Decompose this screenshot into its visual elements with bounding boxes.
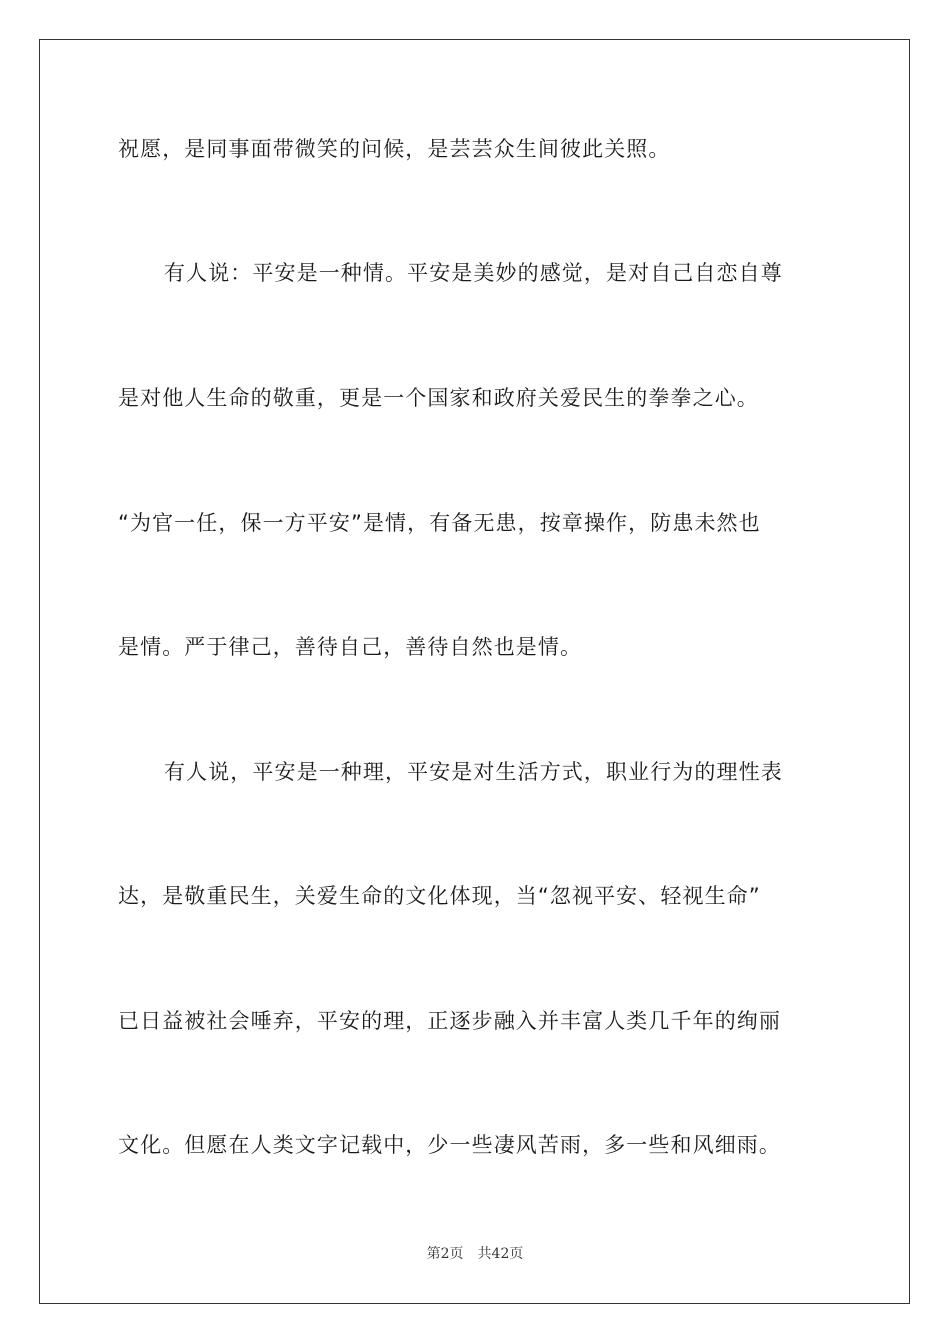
text-line: 已日益被社会唾弃，平安的理，正逐步融入并丰富人类几千年的绚丽 — [118, 1009, 781, 1033]
text-line: 达，是敬重民生，关爱生命的文化体现，当“忽视平安、轻视生命” — [118, 884, 761, 908]
text-line: “为官一任，保一方平安”是情，有备无患，按章操作，防患未然也 — [118, 511, 761, 535]
text-line: 是对他人生命的敬重，更是一个国家和政府关爱民生的拳拳之心。 — [118, 386, 759, 410]
page-number: 第2页 — [426, 1246, 464, 1262]
page-total: 共42页 — [477, 1246, 524, 1262]
text-line: 祝愿，是同事面带微笑的问候，是芸芸众生间彼此关照。 — [118, 137, 671, 161]
text-line: 文化。但愿在人类文字记载中，少一些凄风苦雨，多一些和风细雨。 — [118, 1133, 781, 1157]
paragraph-start-line: 有人说：平安是一种情。平安是美妙的感觉，是对自己自恋自尊 — [164, 261, 783, 285]
page-footer — [0, 1243, 950, 1263]
text-line: 是情。严于律己，善待自己，善待自然也是情。 — [118, 635, 583, 659]
page-frame — [39, 39, 910, 1304]
paragraph-start-line: 有人说，平安是一种理，平安是对生活方式，职业行为的理性表 — [164, 760, 783, 784]
